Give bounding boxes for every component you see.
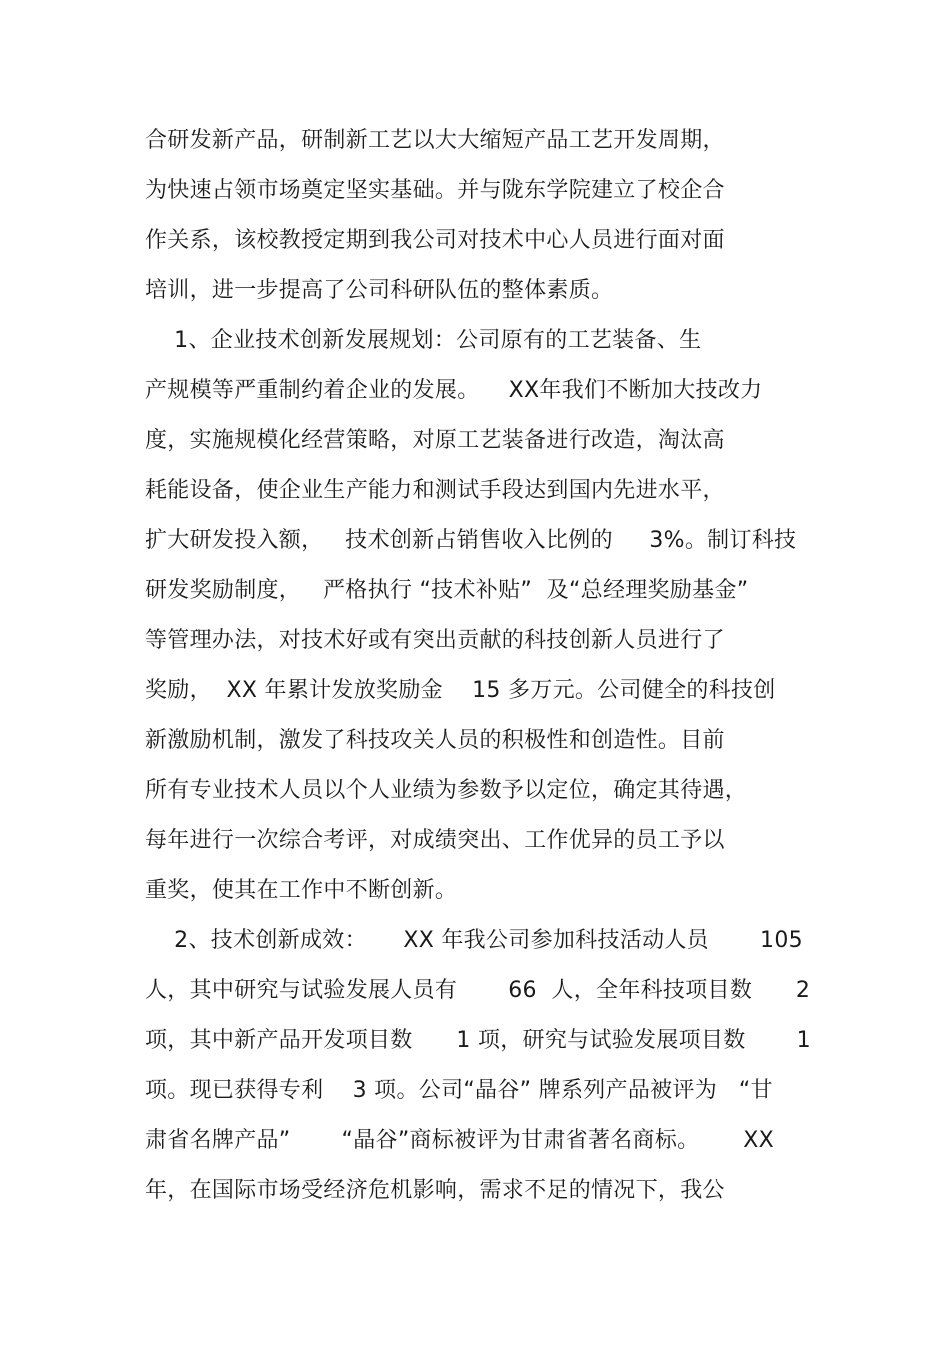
text-line: 重奖，使其在工作中不断创新。 [145,878,458,903]
text-line: 作关系，该校教授定期到我公司对技术中心人员进行面对面 [145,228,725,253]
text-line: 肃省名牌产品” “晶谷”商标被评为甘肃省著名商标。 XX [145,1128,774,1153]
text-line: 所有专业技术人员以个人业绩为参数予以定位，确定其待遇， [145,778,748,803]
text-line: 项，其中新产品开发项目数 1 项，研究与试验发展项目数 1 [145,1028,811,1053]
text-line: 新激励机制，激发了科技攻关人员的积极性和创造性。目前 [145,728,725,753]
text-line: 产规模等严重制约着企业的发展。 XX年我们不断加大技改力 [145,378,763,403]
text-line: 合研发新产品，研制新工艺以大大缩短产品工艺开发周期， [145,128,725,153]
text-line: 扩大研发投入额， 技术创新占销售收入比例的 3%。制订科技 [145,528,797,553]
text-line: 1、企业技术创新发展规划：公司原有的工艺装备、生 [145,328,702,353]
text-line: 2、技术创新成效： XX 年我公司参加科技活动人员 105 [145,928,803,953]
text-line: 奖励， XX 年累计发放奖励金 15 多万元。公司健全的科技创 [145,678,776,703]
text-line: 度，实施规模化经营策略，对原工艺装备进行改造，淘汰高 [145,428,725,453]
text-line: 研发奖励制度， 严格执行 “技术补贴” 及“总经理奖励基金” [145,578,749,603]
text-line: 项。现已获得专利 3 项。公司“晶谷” 牌系列产品被评为 “甘 [145,1078,773,1103]
text-line: 人，其中研究与试验发展人员有 66 人，全年科技项目数 2 [145,978,811,1003]
text-line: 等管理办法，对技术好或有突出贡献的科技创新人员进行了 [145,628,725,653]
text-line: 培训，进一步提高了公司科研队伍的整体素质。 [145,278,614,303]
text-line: 耗能设备，使企业生产能力和测试手段达到国内先进水平， [145,478,725,503]
text-line: 每年进行一次综合考评，对成绩突出、工作优异的员工予以 [145,828,725,853]
text-line: 为快速占领市场奠定坚实基础。并与陇东学院建立了校企合 [145,178,725,203]
text-line: 年，在国际市场受经济危机影响，需求不足的情况下，我公 [145,1178,725,1203]
